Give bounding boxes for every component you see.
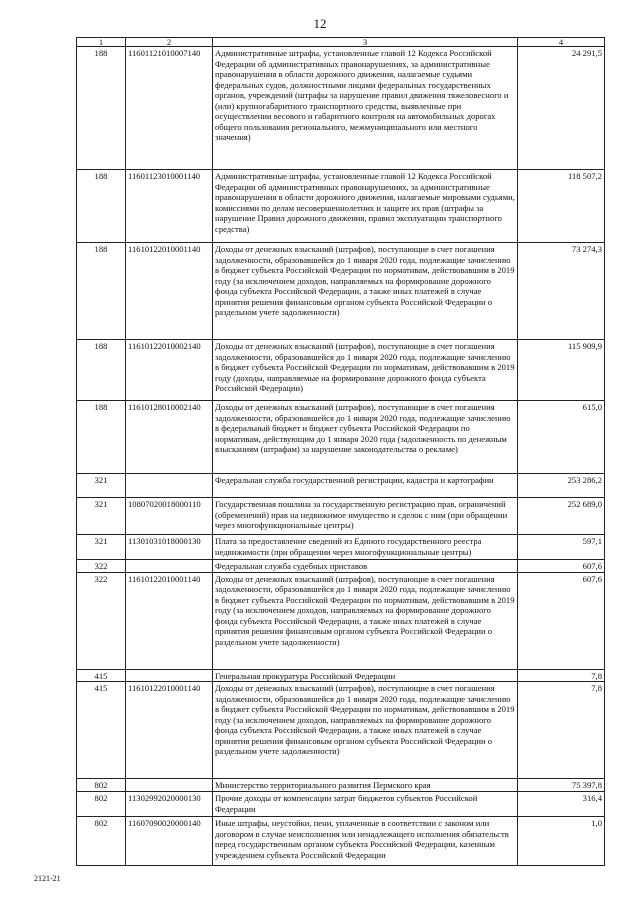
amount-cell: 73 274,3 [518, 243, 605, 340]
column-header-2: 2 [126, 38, 213, 47]
description-cell: Доходы от денежных взысканий (штрафов), поступающие в счет погашения задолженности, образовавшейся до 1 января 2020 года, подлежащие зачислению в бюджет субъекта Российской Федерации по нормативам, действовавшим в 2019 году (за исключением доходов, направляемых на формирование дорожного фонда субъекта Российской Федерации, а также иных платежей в случае принятия решения финансовым органом субъекта Российской Федерации о раздельном учете задолженности) [213, 572, 518, 669]
amount-cell: 1,0 [518, 817, 605, 866]
admin-code-cell: 321 [77, 474, 126, 498]
table-row [77, 474, 605, 498]
table-row [77, 401, 605, 474]
table-row [77, 779, 605, 792]
amount-cell: 252 689,0 [518, 498, 605, 535]
table-row [77, 682, 605, 779]
table-row [77, 340, 605, 401]
table-row [77, 535, 605, 560]
amount-cell: 7,8 [518, 669, 605, 682]
table-row [77, 817, 605, 866]
amount-cell: 118 507,2 [518, 170, 605, 243]
admin-code-cell: 321 [77, 498, 126, 535]
amount-cell: 115 909,9 [518, 340, 605, 401]
column-header-1: 1 [77, 38, 126, 47]
budget-code-cell [126, 474, 213, 498]
amount-cell: 607,6 [518, 572, 605, 669]
budget-code-cell: 11610122010001140 [126, 243, 213, 340]
admin-code-cell: 188 [77, 340, 126, 401]
admin-code-cell: 802 [77, 792, 126, 817]
description-cell: Федеральная служба судебных приставов [213, 560, 518, 573]
amount-cell: 316,4 [518, 792, 605, 817]
budget-code-cell [126, 560, 213, 573]
amount-cell: 597,1 [518, 535, 605, 560]
budget-code-cell: 11610122010001140 [126, 572, 213, 669]
table-row [77, 243, 605, 340]
description-cell: Доходы от денежных взысканий (штрафов), поступающие в счет погашения задолженности, образовавшейся до 1 января 2020 года, подлежащие зачислению в бюджет субъекта Российской Федерации по нормативам, действовавшим в 2019 году (доходы, направляемые на формирование дорожного фонда субъекта Российской Федерации) [213, 340, 518, 401]
description-cell: Иные штрафы, неустойки, пени, уплаченные в соответствии с законом или договором в случае неисполнения или ненадлежащего исполнения обязательств перед государственным органом субъекта Российской Федерации, казенным учреждением субъекта Российской Федерации [213, 817, 518, 866]
amount-cell: 24 291,5 [518, 47, 605, 170]
admin-code-cell: 415 [77, 669, 126, 682]
table-row [77, 792, 605, 817]
amount-cell: 615,0 [518, 401, 605, 474]
budget-revenue-table [76, 37, 605, 866]
amount-cell: 253 286,2 [518, 474, 605, 498]
table-row [77, 669, 605, 682]
budget-code-cell: 11601121010007140 [126, 47, 213, 170]
admin-code-cell: 322 [77, 560, 126, 573]
budget-code-cell: 11601123010001140 [126, 170, 213, 243]
budget-code-cell: 11610122010001140 [126, 682, 213, 779]
amount-cell: 75 397,8 [518, 779, 605, 792]
admin-code-cell: 415 [77, 682, 126, 779]
column-header-4: 4 [518, 38, 605, 47]
admin-code-cell: 188 [77, 243, 126, 340]
table-row [77, 498, 605, 535]
description-cell: Генеральная прокуратура Российской Федерации [213, 669, 518, 682]
description-cell: Прочие доходы от компенсации затрат бюджетов субъектов Российской Федерации [213, 792, 518, 817]
budget-code-cell: 11610128010002140 [126, 401, 213, 474]
admin-code-cell: 802 [77, 779, 126, 792]
table-row [77, 170, 605, 243]
description-cell: Административные штрафы, установленные главой 12 Кодекса Российской Федерации об административных правонарушениях, за административные правонарушения в области дорожного движения, налагаемые мировыми судьями, комиссиями по делам несовершеннолетних и защите их прав (штрафы за нарушение Правил дорожного движения, правил эксплуатации транспортного средства) [213, 170, 518, 243]
admin-code-cell: 188 [77, 170, 126, 243]
description-cell: Плата за предоставление сведений из Единого государственного реестра недвижимости (при обращении через многофункциональные центры) [213, 535, 518, 560]
amount-cell: 7,8 [518, 682, 605, 779]
admin-code-cell: 322 [77, 572, 126, 669]
table-header-row [77, 38, 605, 47]
budget-code-cell [126, 669, 213, 682]
budget-code-cell: 11302992020000130 [126, 792, 213, 817]
description-cell: Доходы от денежных взысканий (штрафов), поступающие в счет погашения задолженности, образовавшейся до 1 января 2020 года, подлежащие зачислению в бюджет субъекта Российской Федерации по нормативам, действовавшим в 2019 году (за исключением доходов, направляемых на формирование дорожного фонда субъекта Российской Федерации, а также иных платежей в случае принятия решения финансовым органом субъекта Российской Федерации о раздельном учете задолженности) [213, 682, 518, 779]
description-cell: Федеральная служба государственной регистрации, кадастра и картографии [213, 474, 518, 498]
budget-code-cell: 10807020018000110 [126, 498, 213, 535]
footer-document-code: 2121-21 [34, 874, 61, 883]
budget-code-cell: 11607090020000140 [126, 817, 213, 866]
table-row [77, 572, 605, 669]
description-cell: Государственная пошлина за государственную регистрацию прав, ограничений (обременений) прав на недвижимое имущество и сделок с ним (при обращении через многофункциональные центры) [213, 498, 518, 535]
budget-code-cell: 11301031018000130 [126, 535, 213, 560]
table-row [77, 560, 605, 573]
admin-code-cell: 188 [77, 47, 126, 170]
page-number: 12 [313, 16, 327, 31]
description-cell: Доходы от денежных взысканий (штрафов), поступающие в счет погашения задолженности, образовавшейся до 1 января 2020 года, подлежащие зачислению в бюджет субъекта Российской Федерации по нормативам, действовавшим в 2019 году (за исключением доходов, направляемых на формирование дорожного фонда субъекта Российской Федерации, а также иных платежей в случае принятия решения финансовым органом субъекта Российской Федерации о раздельном учете задолженности) [213, 243, 518, 340]
admin-code-cell: 321 [77, 535, 126, 560]
admin-code-cell: 802 [77, 817, 126, 866]
admin-code-cell: 188 [77, 401, 126, 474]
table-row [77, 47, 605, 170]
column-header-3: 3 [213, 38, 518, 47]
budget-code-cell [126, 779, 213, 792]
description-cell: Административные штрафы, установленные главой 12 Кодекса Российской Федерации об административных правонарушениях, за административные правонарушения в области дорожного движения, налагаемые судьями федеральных судов, должностными лицами федеральных государственных органов, учреждений (штрафы за нарушение правил движения тяжеловесного и (или) крупногабаритного транспортного средства, выявленные при осуществлении весового и габаритного контроля на автомобильных дорогах общего пользования регионального, межмуниципального или местного значения) [213, 47, 518, 170]
description-cell: Доходы от денежных взысканий (штрафов), поступающие в счет погашения задолженности, образовавшейся до 1 января 2020 года, подлежащие зачислению в федеральный бюджет и бюджет субъекта Российской Федерации по нормативам, действующим до 1 января 2020 года (задолженность по денежным взысканиям (штрафам) за нарушение законодательства о рекламе) [213, 401, 518, 474]
amount-cell: 607,6 [518, 560, 605, 573]
description-cell: Министерство территориального развития Пермского края [213, 779, 518, 792]
budget-code-cell: 11610122010002140 [126, 340, 213, 401]
